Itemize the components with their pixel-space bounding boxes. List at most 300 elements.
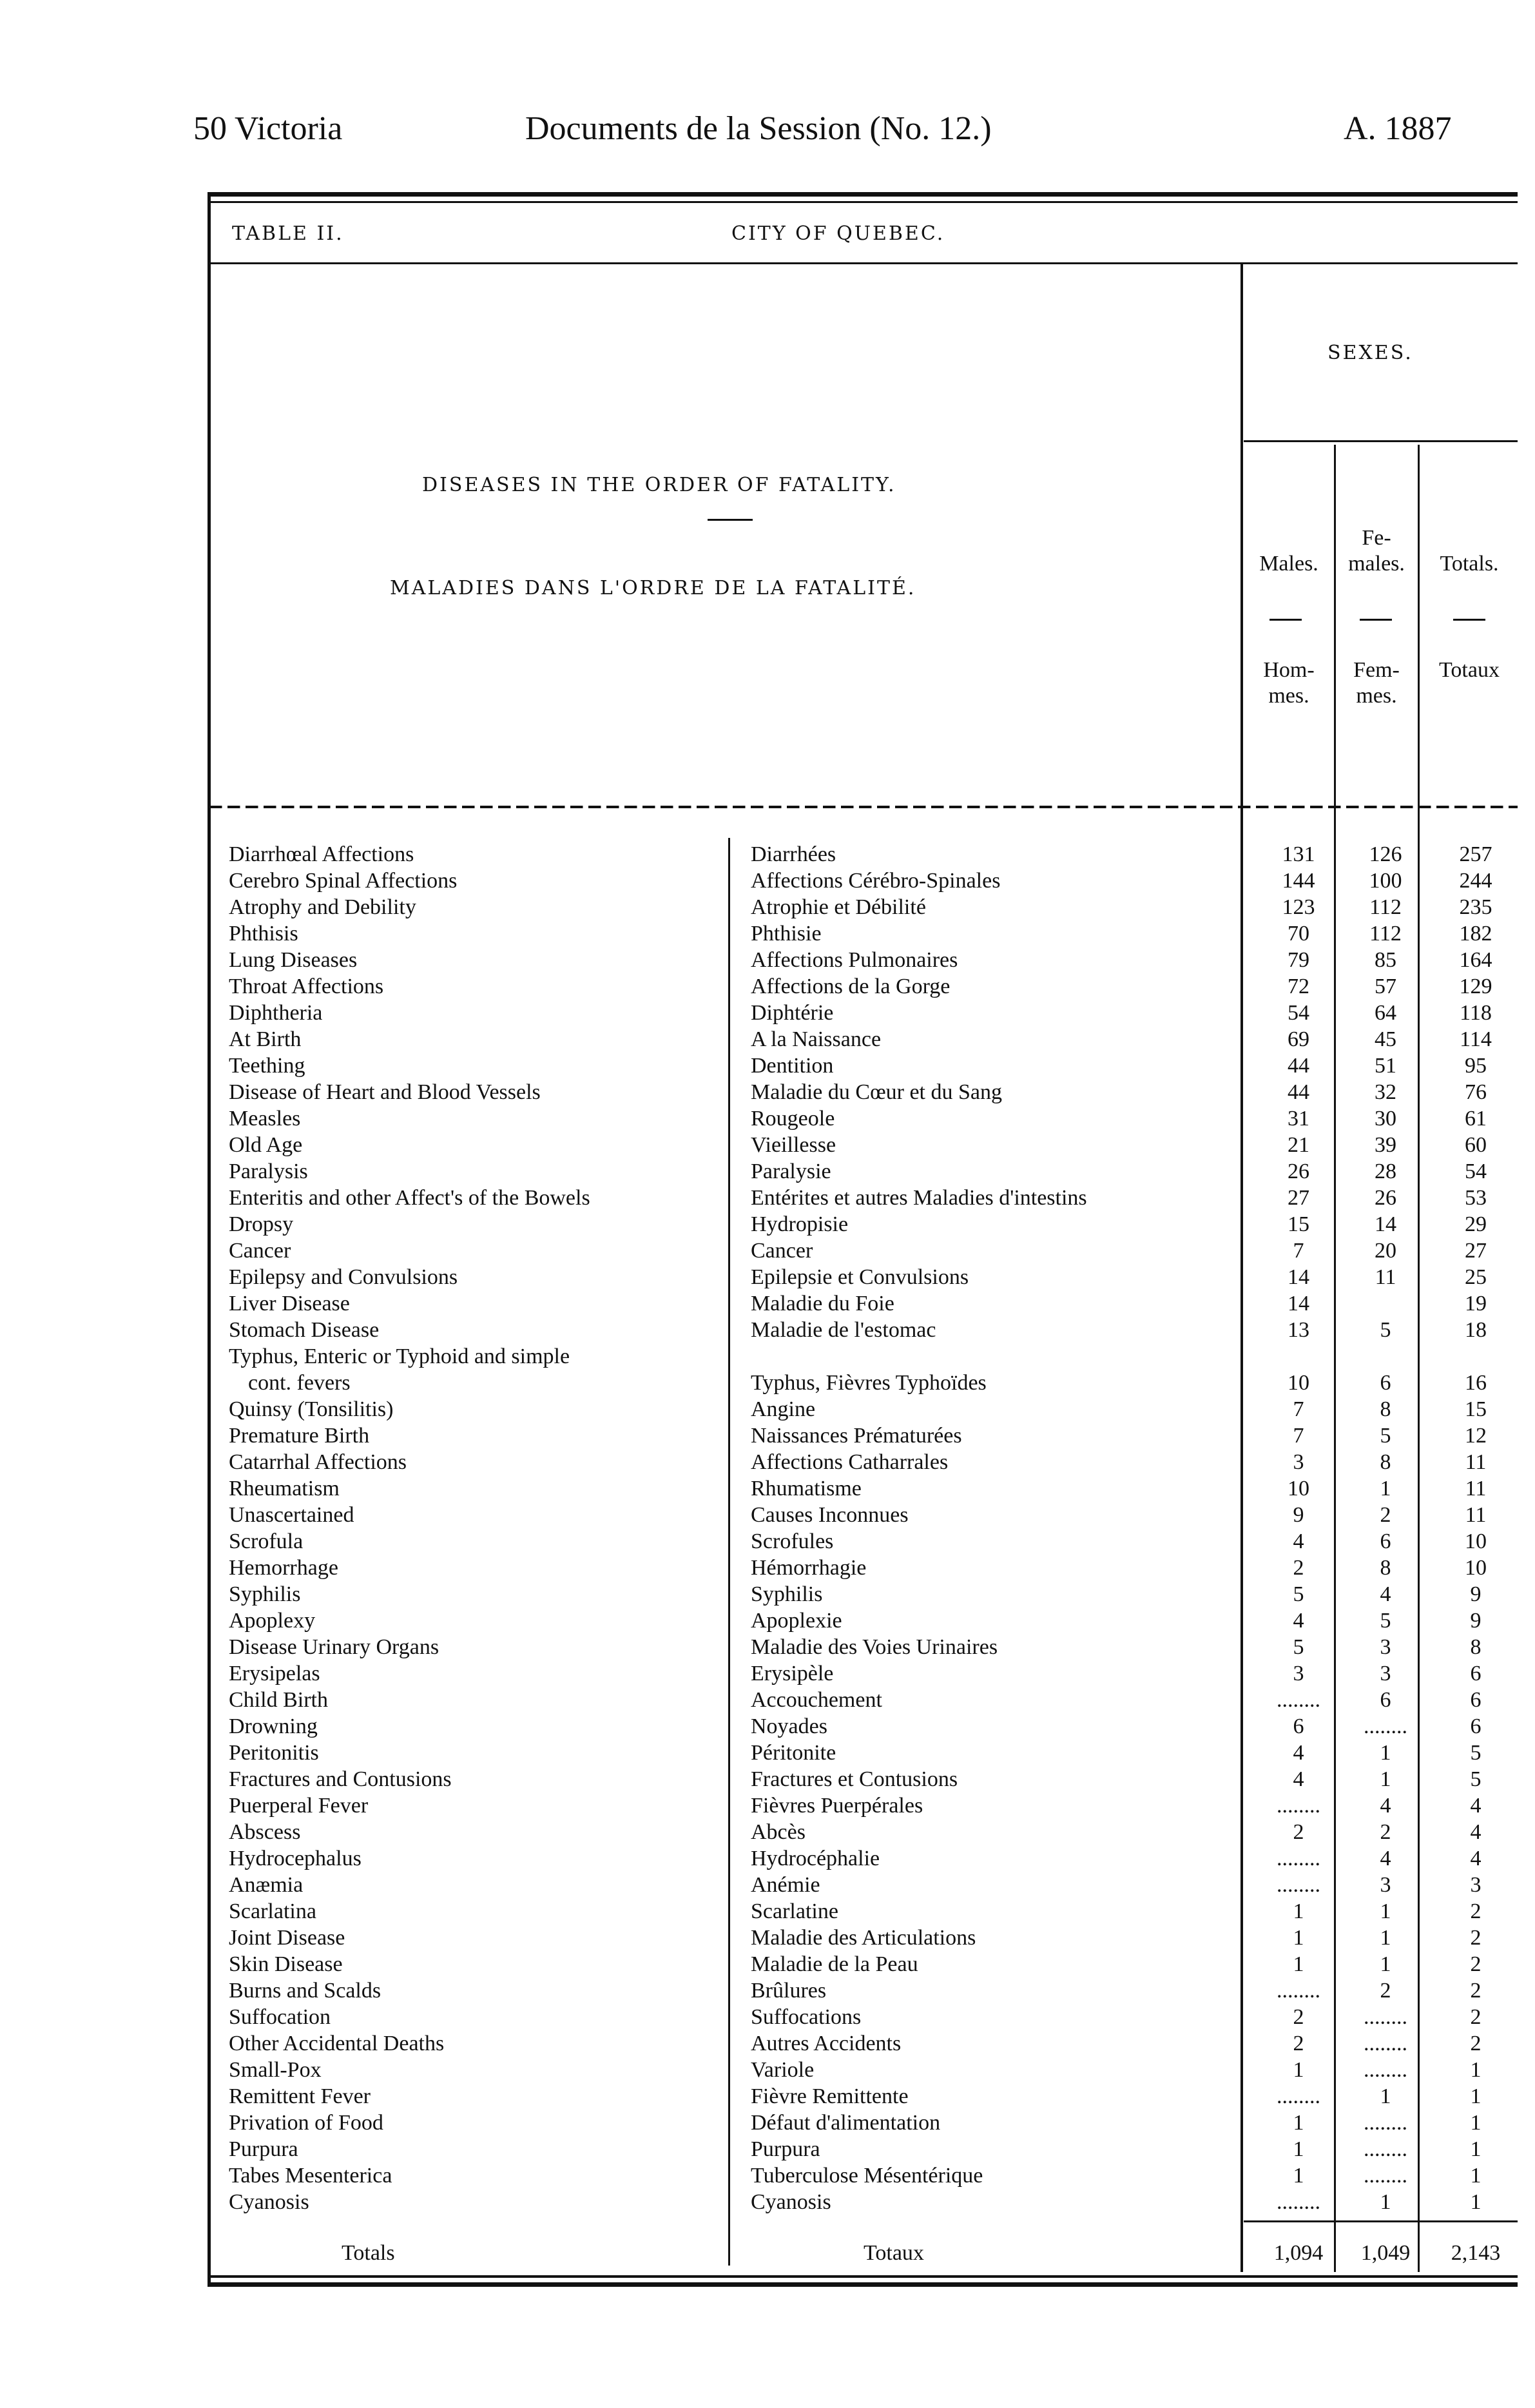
table-row [0, 1898, 1535, 1925]
disease-en-cell [229, 2057, 725, 2083]
disease-fr-cell [751, 1211, 1241, 1238]
table-row [0, 1792, 1535, 1819]
total-value: 15 [1465, 1397, 1487, 1421]
females-value: 112 [1369, 922, 1402, 946]
total-value: 1 [1470, 2164, 1482, 2188]
disease-en-cell [229, 1264, 725, 1290]
disease-fr: Phthisie [751, 922, 825, 946]
disease-fr-cell [751, 1185, 1241, 1211]
disease-en: Diphtheria [229, 1001, 326, 1025]
totals-en-cell [342, 2240, 728, 2266]
table-row [0, 1317, 1535, 1343]
disease-fr: Maladie du Cœur et du Sang [751, 1080, 1006, 1104]
disease-fr: Typhus, Fièvres Typhoïdes [751, 1371, 990, 1395]
males-value: 15 [1288, 1212, 1309, 1236]
disease-en: Measles [229, 1107, 304, 1131]
females-value: 1 [1380, 1952, 1391, 1976]
disease-en-cell [229, 1925, 725, 1951]
totals-row [0, 2240, 1535, 2266]
sexes-rule [1244, 440, 1518, 442]
table-row [0, 1264, 1535, 1290]
disease-en: Puerperal Fever [229, 1794, 372, 1818]
header-left: 50 Victoria [193, 110, 343, 147]
table-row [0, 1449, 1535, 1475]
table-row [0, 1026, 1535, 1053]
table-row-continued [0, 1343, 1535, 1370]
males-value: 5 [1293, 1582, 1304, 1606]
disease-fr: Paralysie [751, 1160, 835, 1183]
total-value: 4 [1470, 1820, 1482, 1844]
disease-en: Skin Disease [229, 1952, 347, 1976]
table-row [0, 1132, 1535, 1158]
disease-fr: Autres Accidents [751, 2032, 905, 2055]
disease-fr-cell [751, 1819, 1241, 1845]
disease-en: Drowning [229, 1714, 322, 1738]
disease-fr: Angine [751, 1397, 819, 1421]
table-row [0, 1766, 1535, 1792]
table-row [0, 1211, 1535, 1238]
total-value: 53 [1465, 1186, 1487, 1210]
total-value: 6 [1470, 1662, 1482, 1685]
disease-en-cell [229, 1607, 725, 1634]
males-value: ........ [1277, 1979, 1320, 2003]
disease-en-cell [229, 1185, 725, 1211]
bottom-rule [209, 2275, 1518, 2278]
total-value: 1 [1470, 2190, 1482, 2214]
disease-en: Epilepsy and Convulsions [229, 1265, 461, 1289]
disease-en: Cerebro Spinal Affections [229, 869, 461, 893]
disease-en: Cancer [229, 1239, 294, 1263]
disease-en-cell [229, 841, 725, 868]
disease-fr-cell [751, 2004, 1241, 2030]
table-row [0, 1422, 1535, 1449]
total-value: 95 [1465, 1054, 1487, 1078]
disease-en-cell [229, 1766, 725, 1792]
disease-fr: Scrofules [751, 1529, 837, 1553]
disease-fr-cell [751, 1528, 1241, 1555]
col-males-en: Males. [1259, 552, 1318, 576]
disease-en: Scarlatina [229, 1899, 320, 1923]
females-value: 1 [1380, 1926, 1391, 1950]
table-row [0, 2004, 1535, 2030]
males-value: 4 [1293, 1741, 1304, 1765]
females-value: 3 [1380, 1873, 1391, 1897]
males-value: 31 [1288, 1107, 1309, 1131]
col-females-fr1: Fem- [1353, 658, 1400, 682]
disease-fr: Syphilis [751, 1582, 826, 1606]
disease-en-cell [229, 1422, 725, 1449]
females-value: ........ [1364, 1714, 1407, 1738]
disease-fr: Rougeole [751, 1107, 838, 1131]
disease-en-cell [229, 2136, 725, 2162]
col-females-fr2: mes. [1356, 684, 1397, 708]
females-value: 4 [1380, 1847, 1391, 1870]
disease-en: Liver Disease [229, 1292, 354, 1316]
total-value: 2 [1470, 2005, 1482, 2029]
bottom-rule-thick [209, 2282, 1518, 2287]
disease-en-cell [229, 1713, 725, 1740]
disease-fr: Entérites et autres Maladies d'intestins [751, 1186, 1091, 1210]
disease-en-cell [229, 1555, 725, 1581]
disease-en: Stomach Disease [229, 1318, 383, 1342]
disease-en: Rheumatism [229, 1477, 343, 1500]
table-row [0, 1634, 1535, 1660]
disease-fr: Maladie du Foie [751, 1292, 898, 1316]
disease-en-cell [229, 1687, 725, 1713]
females-value: 14 [1375, 1212, 1396, 1236]
disease-fr: Atrophie et Débilité [751, 895, 930, 919]
females-value: 6 [1380, 1529, 1391, 1553]
disease-en: Child Birth [229, 1688, 332, 1712]
disease-fr: Fièvre Remittente [751, 2084, 912, 2108]
total-value: 76 [1465, 1080, 1487, 1104]
table-row [0, 868, 1535, 894]
disease-fr-cell [751, 1264, 1241, 1290]
disease-fr: Purpura [751, 2137, 824, 2161]
total-value: 1 [1470, 2058, 1482, 2082]
disease-en: Paralysis [229, 1160, 312, 1183]
males-value: 123 [1282, 895, 1315, 919]
disease-en-cell [229, 2110, 725, 2136]
top-rule-thin [209, 201, 1518, 203]
disease-fr: Accouchement [751, 1688, 886, 1712]
table-row [0, 2083, 1535, 2110]
col-females-en2: males. [1348, 552, 1405, 576]
disease-en: Burns and Scalds [229, 1979, 385, 2003]
total-value: 19 [1465, 1292, 1487, 1316]
disease-en: Enteritis and other Affect's of the Bowels [229, 1186, 594, 1210]
disease-fr-cell [751, 2110, 1241, 2136]
total-value: 8 [1470, 1635, 1482, 1659]
table-row [0, 1238, 1535, 1264]
males-value: 72 [1288, 975, 1309, 998]
total-value: 2 [1470, 1899, 1482, 1923]
females-value: 6 [1380, 1688, 1391, 1712]
total-value: 9 [1470, 1609, 1482, 1633]
table-row [0, 1079, 1535, 1105]
disease-en: Disease of Heart and Blood Vessels [229, 1080, 545, 1104]
title-en: DISEASES IN THE ORDER OF FATALITY. [422, 474, 896, 496]
disease-en: Anæmia [229, 1873, 307, 1897]
females-value: 6 [1380, 1371, 1391, 1395]
disease-fr-cell [751, 1634, 1241, 1660]
disease-en-cell [229, 1951, 725, 1977]
total-value: 3 [1470, 1873, 1482, 1897]
disease-en: Purpura [229, 2137, 302, 2161]
disease-fr: Diarrhées [751, 842, 840, 866]
males-value: 2 [1293, 2032, 1304, 2055]
col-females-en1: Fe- [1362, 526, 1391, 550]
total-value: 61 [1465, 1107, 1487, 1131]
males-value: 2 [1293, 1820, 1304, 1844]
table-row [0, 2057, 1535, 2083]
females-value: 8 [1380, 1556, 1391, 1580]
disease-fr: Affections Cérébro-Spinales [751, 869, 1004, 893]
disease-fr: Affections de la Gorge [751, 975, 954, 998]
females-value: 64 [1375, 1001, 1396, 1025]
disease-en: Unascertained [229, 1503, 358, 1527]
disease-en-cell [229, 1977, 725, 2004]
disease-en: Throat Affections [229, 975, 387, 998]
disease-en: Diarrhœal Affections [229, 842, 418, 866]
disease-fr-cell [751, 1053, 1241, 1079]
table-row [0, 1370, 1535, 1396]
table-row [0, 973, 1535, 1000]
males-value: 4 [1293, 1609, 1304, 1633]
disease-en: Erysipelas [229, 1662, 324, 1685]
males-value: 131 [1282, 842, 1315, 866]
males-value: 1 [1293, 1952, 1304, 1976]
disease-fr-cell [751, 1000, 1241, 1026]
header-right: A. 1887 [1344, 110, 1452, 147]
top-rule [209, 192, 1518, 197]
disease-fr-cell [751, 1502, 1241, 1528]
disease-en: Privation of Food [229, 2111, 387, 2135]
total-value: 1 [1470, 2084, 1482, 2108]
disease-fr: Erysipèle [751, 1662, 837, 1685]
males-value: 14 [1288, 1265, 1309, 1289]
disease-fr-cell [751, 1607, 1241, 1634]
males-value: ........ [1277, 1688, 1320, 1712]
col-totals-fr: Totaux [1439, 658, 1500, 682]
males-value: 144 [1282, 869, 1315, 893]
disease-fr: Maladie des Articulations [751, 1926, 980, 1950]
total-value: 235 [1459, 895, 1492, 919]
disease-en-cell [229, 1238, 725, 1264]
disease-fr: Noyades [751, 1714, 831, 1738]
males-value: 7 [1293, 1424, 1304, 1448]
disease-en: Cyanosis [229, 2190, 313, 2214]
disease-fr-cell [751, 2030, 1241, 2057]
disease-en: Peritonitis [229, 1741, 323, 1765]
disease-en-cell [229, 1449, 725, 1475]
disease-en-cell [229, 920, 725, 947]
males-value: ........ [1277, 2190, 1320, 2214]
disease-en-line1: Typhus, Enteric or Typhoid and simple [229, 1345, 570, 1368]
males-value: 2 [1293, 1556, 1304, 1580]
disease-en: Abscess [229, 1820, 304, 1844]
disease-fr: Hydropisie [751, 1212, 852, 1236]
disease-en: Premature Birth [229, 1424, 373, 1448]
table-row [0, 1000, 1535, 1026]
females-value: ........ [1364, 2164, 1407, 2188]
males-value: 2 [1293, 2005, 1304, 2029]
table-row [0, 1528, 1535, 1555]
disease-fr-cell [751, 1872, 1241, 1898]
disease-en-cell [229, 1792, 725, 1819]
disease-fr-cell [751, 1370, 1241, 1396]
disease-fr-cell [751, 1792, 1241, 1819]
table-row [0, 1502, 1535, 1528]
table-row [0, 1660, 1535, 1687]
females-value: 26 [1375, 1186, 1396, 1210]
females-value: 20 [1375, 1239, 1396, 1263]
totals-females: 1,049 [1360, 2241, 1411, 2265]
total-value: 2 [1470, 1979, 1482, 2003]
females-value: 8 [1380, 1450, 1391, 1474]
disease-fr: Dentition [751, 1054, 837, 1078]
disease-fr-cell [751, 1898, 1241, 1925]
disease-fr: Rhumatisme [751, 1477, 865, 1500]
total-value: 27 [1465, 1239, 1487, 1263]
disease-fr-cell [751, 1158, 1241, 1185]
disease-en: Hydrocephalus [229, 1847, 365, 1870]
total-value: 16 [1465, 1371, 1487, 1395]
disease-fr-cell [751, 1581, 1241, 1607]
disease-fr: Variole [751, 2058, 818, 2082]
females-value: 11 [1375, 1265, 1396, 1289]
table-row [0, 1053, 1535, 1079]
disease-en: Phthisis [229, 922, 302, 946]
disease-en-cell [229, 1502, 725, 1528]
females-value: 1 [1380, 1767, 1391, 1791]
disease-fr-cell [751, 1290, 1241, 1317]
disease-en-cell [229, 947, 725, 973]
table-row [0, 1158, 1535, 1185]
total-value: 2 [1470, 1952, 1482, 1976]
males-value: 1 [1293, 2058, 1304, 2082]
disease-en: Catarrhal Affections [229, 1450, 410, 1474]
disease-en-cell [229, 1475, 725, 1502]
total-value: 11 [1465, 1450, 1487, 1474]
table-row [0, 2136, 1535, 2162]
disease-en-cell [229, 2162, 725, 2189]
total-value: 60 [1465, 1133, 1487, 1157]
males-value: 6 [1293, 1714, 1304, 1738]
disease-en-cell [229, 1211, 725, 1238]
disease-en-cell [229, 1898, 725, 1925]
disease-en: At Birth [229, 1027, 305, 1051]
disease-en: Joint Disease [229, 1926, 349, 1950]
disease-en-cell [229, 2083, 725, 2110]
disease-fr: Apoplexie [751, 1609, 846, 1633]
table-row [0, 1819, 1535, 1845]
disease-fr: Affections Catharrales [751, 1450, 952, 1474]
disease-fr-cell [751, 1951, 1241, 1977]
males-value: 1 [1293, 1926, 1304, 1950]
disease-en-cell [229, 1317, 725, 1343]
females-value: ........ [1364, 2005, 1407, 2029]
disease-en-cell [229, 2030, 725, 2057]
males-value: ........ [1277, 1847, 1320, 1870]
disease-fr: Suffocations [751, 2005, 865, 2029]
table-row [0, 2030, 1535, 2057]
table-row [0, 1185, 1535, 1211]
males-value: 7 [1293, 1239, 1304, 1263]
disease-en-cell [229, 1000, 725, 1026]
disease-fr-cell [751, 1449, 1241, 1475]
table-row [0, 1740, 1535, 1766]
females-value: 39 [1375, 1133, 1396, 1157]
col-totals-dash [1453, 619, 1485, 621]
total-value: 114 [1460, 1027, 1492, 1051]
total-value: 29 [1465, 1212, 1487, 1236]
col-males-fr2: mes. [1268, 684, 1309, 708]
males-value: 70 [1288, 922, 1309, 946]
disease-fr-cell [751, 2189, 1241, 2215]
disease-fr-cell [751, 1105, 1241, 1132]
disease-en: Teething [229, 1054, 309, 1078]
disease-en-cell [229, 1581, 725, 1607]
table-row [0, 1555, 1535, 1581]
disease-fr: Vieillesse [751, 1133, 840, 1157]
disease-en: Remittent Fever [229, 2084, 374, 2108]
disease-fr-cell [751, 868, 1241, 894]
total-value: 182 [1459, 922, 1492, 946]
total-value: 25 [1465, 1265, 1487, 1289]
disease-fr-cell [751, 1132, 1241, 1158]
disease-fr-cell [751, 2162, 1241, 2189]
females-value: 5 [1380, 1609, 1391, 1633]
disease-fr-cell [751, 1740, 1241, 1766]
disease-en-cell [229, 1660, 725, 1687]
total-value: 244 [1459, 869, 1492, 893]
females-value: 4 [1380, 1794, 1391, 1818]
totals-fr-cell [864, 2240, 1241, 2266]
males-value: 13 [1288, 1318, 1309, 1342]
males-value: 26 [1288, 1160, 1309, 1183]
table-row [0, 1607, 1535, 1634]
disease-en: Atrophy and Debility [229, 895, 420, 919]
disease-en-cell [229, 1026, 725, 1053]
disease-fr: Cancer [751, 1239, 816, 1263]
total-value: 164 [1459, 948, 1492, 972]
disease-fr-cell [751, 1660, 1241, 1687]
disease-fr-cell [751, 1026, 1241, 1053]
disease-en: Other Accidental Deaths [229, 2032, 448, 2055]
disease-fr-cell [751, 1925, 1241, 1951]
table-row [0, 1845, 1535, 1872]
disease-fr-cell [751, 973, 1241, 1000]
disease-en-cell [229, 2189, 725, 2215]
disease-fr: Anémie [751, 1873, 824, 1897]
total-value: 11 [1465, 1477, 1487, 1500]
disease-en-cell [229, 1740, 725, 1766]
disease-en: Dropsy [229, 1212, 297, 1236]
females-value: 32 [1375, 1080, 1396, 1104]
disease-fr-cell [751, 2057, 1241, 2083]
males-value: 10 [1288, 1477, 1309, 1500]
disease-en-cell [229, 1290, 725, 1317]
disease-en-cell [229, 1105, 725, 1132]
disease-fr: Affections Pulmonaires [751, 948, 961, 972]
females-value: 30 [1375, 1107, 1396, 1131]
disease-fr: Fractures et Contusions [751, 1767, 961, 1791]
total-value: 54 [1465, 1160, 1487, 1183]
disease-en: cont. fevers [248, 1371, 354, 1395]
table-row [0, 1581, 1535, 1607]
city-label: CITY OF QUEBEC. [731, 222, 945, 245]
table-row [0, 841, 1535, 868]
disease-en: Lung Diseases [229, 948, 361, 972]
disease-fr: Maladie des Voies Urinaires [751, 1635, 1001, 1659]
disease-fr-cell [751, 947, 1241, 973]
females-value: 3 [1380, 1635, 1391, 1659]
males-value: 4 [1293, 1529, 1304, 1553]
disease-en-cell [229, 1819, 725, 1845]
total-value: 257 [1459, 842, 1492, 866]
table-row [0, 1872, 1535, 1898]
disease-fr-cell [751, 2136, 1241, 2162]
disease-en: Disease Urinary Organs [229, 1635, 443, 1659]
males-value: ........ [1277, 1873, 1320, 1897]
disease-fr-cell [751, 894, 1241, 920]
table-row [0, 947, 1535, 973]
disease-fr: Epilepsie et Convulsions [751, 1265, 972, 1289]
females-value: ........ [1364, 2058, 1407, 2082]
disease-en: Fractures and Contusions [229, 1767, 456, 1791]
disease-fr-cell [751, 1317, 1241, 1343]
